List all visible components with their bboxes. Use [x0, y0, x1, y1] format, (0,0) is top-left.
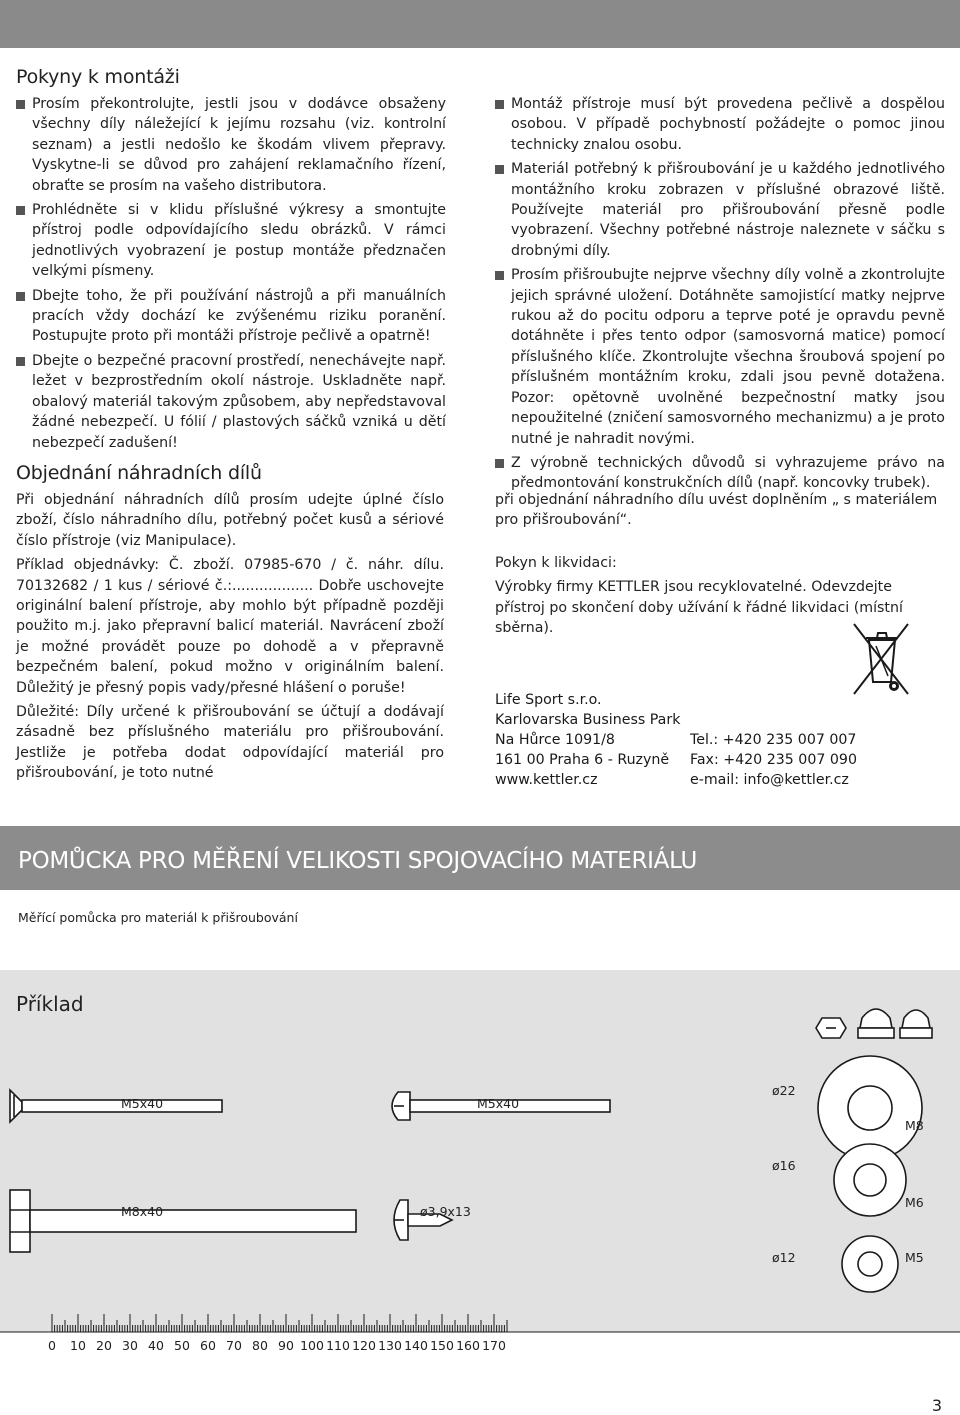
washer12-label: ø12	[772, 1250, 796, 1265]
measuring-tool-subtitle: Měřící pomůcka pro materiál k přišroubování	[18, 910, 298, 925]
assembly-right-column	[495, 94, 945, 498]
example-title: Příklad	[16, 992, 84, 1016]
email-link[interactable]: e-mail: info@kettler.cz	[690, 772, 849, 788]
ruler-tick-label: 130	[378, 1338, 402, 1353]
screw2-label: M5x40	[477, 1096, 520, 1111]
disposal-title: Pokyn k likvidaci:	[495, 554, 617, 571]
page-number: 3	[931, 1396, 942, 1415]
list-item: Z výrobně technických důvodů si vyhrazujeme právo na předmontování konstrukčních dílů (např. koncovky trubek).	[495, 453, 945, 494]
fastener-illustrations	[0, 970, 960, 1340]
spare-parts-continuation: při objednání náhradního dílu uvést doplněním „ s materiálem pro přišroubování“.	[495, 492, 938, 529]
ruler-tick-label: 120	[352, 1338, 376, 1353]
list-item: Dbejte toho, že při používání nástrojů a při manuálních pracích vždy dochází ke zvýšenému riziku poranění. Postupujte proto při montáži přístroje pečlivě a opatrně!	[16, 286, 446, 347]
list-item: Dbejte o bezpečné pracovní prostředí, nenechávejte např. ležet v bezprostředním okolí nástroje. Uskladněte např. obalový materiál takovým způsobem, aby nepředstavoval žádné nebezpečí. U fólií / plastových sáčků vzniká u dětí nebezpečí zadušení!	[16, 351, 446, 453]
business-park: Karlovarska Business Park	[495, 712, 681, 728]
bolt-label: M8x40	[121, 1204, 164, 1219]
cap-nut-icon	[860, 1009, 892, 1028]
ruler-tick-label: 160	[456, 1338, 480, 1353]
ruler-tick-label: 50	[174, 1338, 190, 1353]
list-item: Prohlédněte si v klidu příslušné výkresy a smontujte přístroj podle odpovídajícího sledu obrázků. V rámci jednotlivých vyobrazení je postup montáže předznačen velkými písmeny.	[16, 200, 446, 282]
bullet-square-icon	[16, 357, 25, 366]
city: 161 00 Praha 6 - Ruzyně	[495, 752, 670, 768]
ruler-tick-label: 170	[482, 1338, 506, 1353]
spare-parts-left-column	[16, 490, 444, 788]
order-example: Příklad objednávky: Č. zboží. 07985-670 / č. náhr. dílu. 70132682 / 1 kus / sériové č.:.................. Dobře uschovejte originální balení přístroje, aby mohlo být případně později použito m.j. jako přepravní balicí materiál. Navrácení zboží je možné provádět pouze po dohodě a v přepravně bezpečném balení, pokud možno v originálním balení. Důležitý je přesný popis vady/přesné hlášení o poruše!	[16, 557, 444, 696]
m6-label: M6	[905, 1195, 924, 1210]
ruler-tick-label: 60	[200, 1338, 216, 1353]
ruler-tick-label: 140	[404, 1338, 428, 1353]
top-header-bar	[0, 0, 960, 48]
cap-nut-small-icon	[902, 1010, 930, 1028]
tapping-screw-label: ø3,9x13	[420, 1204, 471, 1219]
list-item: Montáž přístroje musí být provedena pečlivě a dospělou osobou. V případě pochybností požádejte o pomoc jinou technicky znalou osobu.	[495, 94, 945, 155]
ruler-tick-label: 40	[148, 1338, 164, 1353]
countersunk-screw-icon	[10, 1090, 222, 1122]
ruler-tick-label: 70	[226, 1338, 242, 1353]
bullet-square-icon	[495, 271, 504, 280]
hex-bolt-icon	[10, 1190, 356, 1252]
street: Na Hůrce 1091/8	[495, 732, 615, 748]
ruler-tick-label: 10	[70, 1338, 86, 1353]
company-address	[495, 690, 857, 790]
ruler-tick-label: 30	[122, 1338, 138, 1353]
phone: Tel.: +420 235 007 007	[690, 732, 857, 748]
fax: Fax: +420 235 007 090	[690, 752, 857, 768]
assembly-left-column	[16, 94, 446, 457]
website-link[interactable]: www.kettler.cz	[495, 772, 598, 788]
bullet-square-icon	[495, 100, 504, 109]
company-name: Life Sport s.r.o.	[495, 692, 602, 708]
screw1-label: M5x40	[121, 1096, 164, 1111]
bullet-square-icon	[16, 206, 25, 215]
list-item: Prosím překontrolujte, jestli jsou v dodávce obsaženy všechny díly náležející k jejímu rozsahu (viz. kontrolní seznam) a jestli nedošlo ke škodám vlivem přepravy. Vyskytne-li se důvod pro zahájení reklamačního řízení, obraťte se prosím na vašeho distributora.	[16, 94, 446, 196]
bullet-square-icon	[495, 459, 504, 468]
spare-parts-title: Objednání náhradních dílů	[16, 462, 262, 484]
list-item: Materiál potřebný k přišroubování je u každého jednotlivého montážního kroku zobrazen v příslušné obrazové liště. Používejte materiál pro přišroubování přesně podle vyobrazení. Všechny potřebné nástroje naleznete v sáčku s drobnými díly.	[495, 159, 945, 261]
ruler-tick-label: 110	[326, 1338, 350, 1353]
spare-parts-intro: Při objednání náhradních dílů prosím udejte úplné číslo zboží, číslo náhradního dílu, potřebný počet kusů a sériové číslo přístroje (viz Manipulace).	[16, 492, 444, 549]
bullet-square-icon	[495, 165, 504, 174]
bullet-square-icon	[16, 100, 25, 109]
m8-label: M8	[905, 1118, 924, 1133]
list-item: Prosím přišroubujte nejprve všechny díly volně a zkontrolujte jejich správné uložení. Dotáhněte samojistící matky nejprve rukou až do pocitu odporu a teprve poté je opravdu pevně dotáhněte i přes tento odpor (samosvorná matice) pomocí příslušného klíče. Zkontrolujte všechna šroubová spojení po příslušném montážním kroku, zdali jsou pevně dotažena. Pozor: opětovně uvolněné bezpečnostní matky jsou nepoužitelné (zničení samosvorného mechanizmu) a je proto nutné je nahradit novými.	[495, 265, 945, 449]
ruler-tick-label: 20	[96, 1338, 112, 1353]
m5-label: M5	[905, 1250, 924, 1265]
ruler-tick-label: 0	[48, 1338, 56, 1353]
ruler-tick-label: 80	[252, 1338, 268, 1353]
crossed-bin-icon	[852, 620, 912, 700]
measuring-tool-title: POMŮCKA PRO MĚŘENÍ VELIKOSTI SPOJOVACÍHO MATERIÁLU	[18, 848, 697, 874]
ruler-tick-label: 150	[430, 1338, 454, 1353]
washer22-label: ø22	[772, 1083, 796, 1098]
ruler-tick-label: 90	[278, 1338, 294, 1353]
disposal-text: Výrobky firmy KETTLER jsou recyklovatelné. Odevzdejte přístroj po skončení doby užívání k řádné likvidaci (místní sběrna).	[495, 579, 903, 637]
bullet-square-icon	[16, 292, 25, 301]
important-note: Důležité: Díly určené k přišroubování se účtují a dodávají zásadně bez příslušného materiálu pro přišroubování. Jestliže je potřeba dodat odpovídající materiál pro přišroubování, je toto nutné	[16, 704, 444, 782]
ruler-tick-label: 100	[300, 1338, 324, 1353]
washer16-label: ø16	[772, 1158, 796, 1173]
assembly-instructions-title: Pokyny k montáži	[16, 66, 180, 88]
